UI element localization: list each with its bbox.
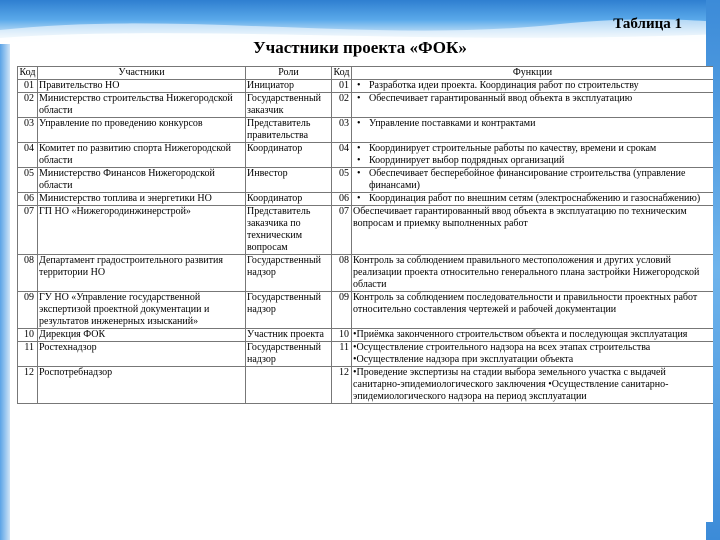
- function-code-cell: 08: [332, 255, 352, 292]
- functions-cell: [352, 93, 714, 118]
- row-number-cell: 11: [18, 342, 38, 367]
- bullet-icon: •: [357, 143, 361, 154]
- page-title: Участники проекта «ФОК»: [253, 38, 467, 57]
- row-number-cell: 08: [18, 255, 38, 292]
- table-row: [18, 93, 714, 118]
- header-code: Код: [18, 67, 38, 80]
- participants-table: [17, 66, 713, 404]
- functions-cell: •Приёмка законченного строительством объекта и последующая эксплуатация: [352, 329, 714, 342]
- role-cell: Инициатор: [246, 80, 332, 93]
- function-code-cell: 01: [332, 80, 352, 93]
- table-row: [18, 80, 714, 93]
- bullet-icon: •: [357, 118, 361, 129]
- table-row: [18, 168, 714, 193]
- function-list-item: [353, 80, 712, 92]
- role-cell: Государственный надзор: [246, 292, 332, 329]
- row-number-cell: 07: [18, 206, 38, 255]
- functions-cell: [352, 193, 714, 206]
- role-cell: Государственный надзор: [246, 342, 332, 367]
- table-row: [18, 206, 714, 255]
- participant-cell: Министерство Финансов Нижегородской области: [38, 168, 246, 193]
- function-text: Обеспечивает гарантированный ввод объекта в эксплуатацию: [369, 93, 633, 104]
- function-code-cell: 07: [332, 206, 352, 255]
- functions-cell: •Проведение экспертизы на стадии выбора земельного участка с выдачей санитарно-эпидемиологического заключения •Осуществление санитарно-эпидемиологического надзора на период эксплуатации: [352, 367, 714, 404]
- function-list: [353, 143, 712, 167]
- function-text: Координирует строительные работы по качеству, времени и срокам: [369, 143, 657, 154]
- functions-cell: [352, 118, 714, 143]
- role-cell: Участник проекта: [246, 329, 332, 342]
- function-text: Координация работ по внешним сетям (электроснабжению и газоснабжению): [369, 193, 701, 204]
- header-roles: Роли: [246, 67, 332, 80]
- table-row: [18, 143, 714, 168]
- table-row: [18, 193, 714, 206]
- row-number-cell: 10: [18, 329, 38, 342]
- function-list-item: [353, 168, 712, 192]
- function-code-cell: 09: [332, 292, 352, 329]
- functions-cell: •Осуществление строительного надзора на всех этапах строительства •Осуществление надзора при эксплуатации объекта: [352, 342, 714, 367]
- function-text: Управление поставками и контрактами: [369, 118, 536, 129]
- functions-cell: Контроль за соблюдением правильного местоположения и других условий реализации проекта относительно генерального плана застройки Нижегородской области: [352, 255, 714, 292]
- header-participants: Участники: [38, 67, 246, 80]
- row-number-cell: 03: [18, 118, 38, 143]
- table-header-row: [18, 67, 714, 80]
- functions-cell: [352, 80, 714, 93]
- bullet-icon: •: [357, 193, 361, 204]
- participant-cell: ГП НО «Нижегородинжинерстрой»: [38, 206, 246, 255]
- participant-cell: Ростехнадзор: [38, 342, 246, 367]
- role-cell: Инвестор: [246, 168, 332, 193]
- function-text: Координирует выбор подрядных организаций: [369, 155, 565, 166]
- function-list: [353, 168, 712, 192]
- table-row: [18, 255, 714, 292]
- participant-cell: Роспотребнадзор: [38, 367, 246, 404]
- participant-cell: Комитет по развитию спорта Нижегородской области: [38, 143, 246, 168]
- bullet-icon: •: [357, 155, 361, 166]
- functions-cell: Обеспечивает гарантированный ввод объекта в эксплуатацию по техническим вопросам и приемку выполненных работ: [352, 206, 714, 255]
- table-row: [18, 342, 714, 367]
- bullet-icon: •: [357, 93, 361, 104]
- participant-cell: Дирекция ФОК: [38, 329, 246, 342]
- function-code-cell: 12: [332, 367, 352, 404]
- function-list-item: [353, 93, 712, 105]
- function-code-cell: 03: [332, 118, 352, 143]
- role-cell: Государственный заказчик: [246, 93, 332, 118]
- participants-sheet: [17, 66, 713, 522]
- bullet-icon: •: [357, 168, 361, 179]
- table-label: Таблица 1: [613, 16, 682, 32]
- participant-cell: ГУ НО «Управление государственной экспертизой проектной документации и результатов инженерных изысканий»: [38, 292, 246, 329]
- function-list: [353, 80, 712, 92]
- left-border-decoration: [0, 0, 10, 540]
- function-text: Разработка идеи проекта. Координация работ по строительству: [369, 80, 639, 91]
- table-row: [18, 292, 714, 329]
- row-number-cell: 04: [18, 143, 38, 168]
- role-cell: Координатор: [246, 143, 332, 168]
- row-number-cell: 02: [18, 93, 38, 118]
- table-row: [18, 329, 714, 342]
- participant-cell: Департамент градостроительного развития территории НО: [38, 255, 246, 292]
- function-list-item: [353, 143, 712, 155]
- role-cell: Государственный надзор: [246, 255, 332, 292]
- row-number-cell: 09: [18, 292, 38, 329]
- function-list: [353, 193, 712, 205]
- participant-cell: Правительство НО: [38, 80, 246, 93]
- participant-cell: Министерство топлива и энергетики НО: [38, 193, 246, 206]
- role-cell: Представитель правительства: [246, 118, 332, 143]
- functions-cell: [352, 168, 714, 193]
- function-list: [353, 118, 712, 130]
- function-code-cell: 05: [332, 168, 352, 193]
- role-cell: Представитель заказчика по техническим вопросам: [246, 206, 332, 255]
- table-row: [18, 118, 714, 143]
- function-code-cell: 11: [332, 342, 352, 367]
- function-list-item: [353, 155, 712, 167]
- function-code-cell: 04: [332, 143, 352, 168]
- role-cell: [246, 367, 332, 404]
- function-code-cell: 02: [332, 93, 352, 118]
- row-number-cell: 05: [18, 168, 38, 193]
- table-row: [18, 367, 714, 404]
- function-code-cell: 06: [332, 193, 352, 206]
- header-code-2: Код: [332, 67, 352, 80]
- function-code-cell: 10: [332, 329, 352, 342]
- row-number-cell: 01: [18, 80, 38, 93]
- participant-cell: Управление по проведению конкурсов: [38, 118, 246, 143]
- function-text: Обеспечивает бесперебойное финансирование строительства (управление финансами): [369, 168, 686, 191]
- bullet-icon: •: [357, 80, 361, 91]
- header-functions: Функции: [352, 67, 714, 80]
- role-cell: Координатор: [246, 193, 332, 206]
- function-list: [353, 93, 712, 105]
- participant-cell: Министерство строительства Нижегородской области: [38, 93, 246, 118]
- functions-cell: Контроль за соблюдением последовательности и правильности проектных работ относительно составления чертежей и рабочей документации: [352, 292, 714, 329]
- function-list-item: [353, 118, 712, 130]
- functions-cell: [352, 143, 714, 168]
- row-number-cell: 12: [18, 367, 38, 404]
- function-list-item: [353, 193, 712, 205]
- row-number-cell: 06: [18, 193, 38, 206]
